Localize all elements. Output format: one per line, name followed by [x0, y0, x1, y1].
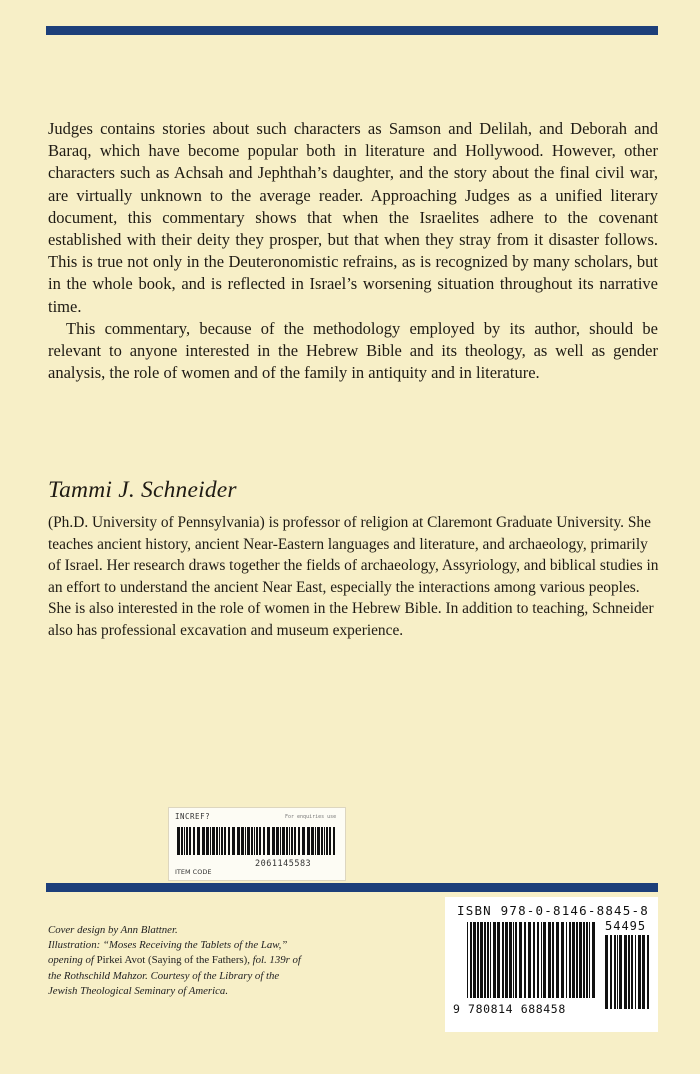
price-addon-number: 54495 [605, 919, 647, 933]
store-sticker [168, 807, 346, 881]
barcode-bar [513, 922, 514, 998]
barcode-bar [221, 827, 223, 855]
barcode-bar [184, 827, 185, 855]
barcode-bar [519, 922, 522, 998]
barcode-bar [294, 827, 296, 855]
barcode-bar [647, 935, 649, 1009]
isbn-barcode-block [445, 897, 658, 1032]
barcode-bar [589, 922, 590, 998]
barcode-bar [219, 827, 220, 855]
barcode-bar [614, 935, 616, 1009]
barcode-bar [181, 827, 183, 855]
cover-credits [48, 923, 308, 999]
barcode-bar [638, 935, 641, 1009]
barcode-bar [251, 827, 253, 855]
sticker-item-code-label: ITEM CODE [175, 868, 212, 876]
barcode-bar [315, 827, 316, 855]
barcode-bar [189, 827, 191, 855]
barcode-bar [502, 922, 504, 998]
barcode-bar [473, 922, 476, 998]
price-addon-barcode [605, 935, 651, 1009]
barcode-bar [515, 922, 517, 998]
bottom-rule [46, 883, 658, 892]
barcode-bar [624, 935, 627, 1009]
sticker-barcode [177, 827, 337, 855]
barcode-bar [232, 827, 235, 855]
top-rule [46, 26, 658, 35]
credit-design: Cover design by Ann Blattner. [48, 924, 178, 936]
barcode-bar [619, 935, 622, 1009]
barcode-bar [569, 922, 571, 998]
barcode-bar [210, 827, 211, 855]
barcode-bar [576, 922, 578, 998]
barcode-bar [224, 827, 226, 855]
barcode-bar [245, 827, 246, 855]
barcode-bar [202, 827, 205, 855]
barcode-bar [537, 922, 539, 998]
barcode-bar [197, 827, 200, 855]
barcode-bar [631, 935, 633, 1009]
barcode-bar [228, 827, 230, 855]
barcode-bar [487, 922, 489, 998]
barcode-bar [556, 922, 559, 998]
barcode-bar [267, 827, 270, 855]
barcode-bar [490, 922, 491, 998]
barcode-bar [586, 922, 588, 998]
barcode-bar [206, 827, 209, 855]
credit-illustration-pre: Illustration: “Moses Receiving the Tablets of the Law,” opening of [48, 939, 288, 967]
barcode-bar [548, 922, 551, 998]
barcode-bar [177, 827, 180, 855]
barcode-bar [259, 827, 261, 855]
barcode-bar [333, 827, 335, 855]
barcode-bar [321, 827, 323, 855]
barcode-bar [617, 935, 618, 1009]
barcode-bar [302, 827, 305, 855]
barcode-bar [307, 827, 310, 855]
barcode-bar [289, 827, 290, 855]
author-bio: (Ph.D. University of Pennsylvania) is professor of religion at Claremont Graduate University. She teaches ancient history, ancient Near-Eastern languages and literature, and archaeology, primarily of Israel. Her research draws together the fields of archaeology, Assyriology, and biblical studies in an effort to understand the ancient Near East, especially the interactions among various peoples. She is also interested in the role of women in the Hebrew Bible. In addition to teaching, Schneider also has professional excavation and museum experience. [48, 514, 659, 639]
barcode-bar [470, 922, 472, 998]
barcode-bar [276, 827, 279, 855]
barcode-bar [216, 827, 218, 855]
barcode-bar [247, 827, 250, 855]
barcode-bar [592, 922, 595, 998]
barcode-bar [493, 922, 496, 998]
barcode-bar [263, 827, 265, 855]
credit-pirkei-avot: Pirkei Avot (Saying of the Fathers) [96, 954, 248, 967]
barcode-bar [298, 827, 300, 855]
barcode-bar [186, 827, 188, 855]
barcode-bar [311, 827, 314, 855]
barcode-bar [480, 922, 483, 998]
barcode-bar [528, 922, 531, 998]
barcode-bar [642, 935, 645, 1009]
barcode-bar [628, 935, 630, 1009]
barcode-bar [561, 922, 564, 998]
barcode-bar [329, 827, 331, 855]
barcode-bar [543, 922, 546, 998]
barcode-bar [324, 827, 325, 855]
author-name: Tammi J. Schneider [48, 477, 237, 503]
barcode-bar [541, 922, 542, 998]
barcode-bar [282, 827, 285, 855]
description-paragraph-2: This commentary, because of the methodology employed by its author, should be relevant to anyone interested in the Hebrew Bible and its theology, as well as gender analysis, the role of women and of the family in antiquity and in literature. [48, 318, 658, 383]
description-paragraph-1: Judges contains stories about such characters as Samson and Delilah, and Deborah and Baraq, which have become popular both in literature and Hollywood. However, other characters such as Achsah and Jephthah’s daughter, and the story about the final civil war, are virtually unknown to the average reader. Approaching Judges as a unified literary document, this commentary shows that when the Israelites adhere to the covenant established with their deity they prosper, but that when they stray from it disaster follows. This is true not only in the Deuteronomistic refrains, as is recognized by many scholars, but in the whole book, and is reflected in Israel’s worsening situation throughout its narrative time. [48, 119, 658, 316]
barcode-bar [477, 922, 479, 998]
book-description [48, 118, 658, 384]
barcode-bar [583, 922, 585, 998]
barcode-bar [635, 935, 636, 1009]
barcode-bar [497, 922, 500, 998]
sticker-header: INCREF? [175, 812, 211, 821]
barcode-bar [241, 827, 244, 855]
barcode-bar [317, 827, 320, 855]
isbn-label: ISBN 978-0-8146-8845-8 [457, 903, 649, 918]
barcode-bar [286, 827, 288, 855]
barcode-bar [605, 935, 608, 1009]
barcode-bar [237, 827, 240, 855]
barcode-bar [509, 922, 512, 998]
sticker-header-right: For enquiries use [285, 814, 337, 820]
barcode-bar [256, 827, 258, 855]
barcode-bar [552, 922, 554, 998]
ean-number: 9 780814 688458 [453, 1002, 566, 1016]
barcode-bar [524, 922, 526, 998]
barcode-bar [566, 922, 567, 998]
barcode-bar [533, 922, 535, 998]
barcode-bar [254, 827, 255, 855]
barcode-bar [484, 922, 486, 998]
credit-illustration-rest: , fol. 139r of the Rothschild Mahzor. Courtesy of the Library of the Jewish Theological Seminary of America. [48, 954, 301, 997]
barcode-bar [572, 922, 575, 998]
sticker-number: 2061145583 [255, 859, 312, 869]
barcode-bar [610, 935, 612, 1009]
barcode-bar [291, 827, 293, 855]
barcode-bar [280, 827, 281, 855]
barcode-bar [326, 827, 328, 855]
barcode-bar [579, 922, 582, 998]
barcode-bar [193, 827, 195, 855]
isbn-barcode [467, 922, 595, 998]
barcode-bar [467, 922, 468, 998]
barcode-bar [212, 827, 215, 855]
barcode-bar [272, 827, 275, 855]
barcode-bar [505, 922, 508, 998]
